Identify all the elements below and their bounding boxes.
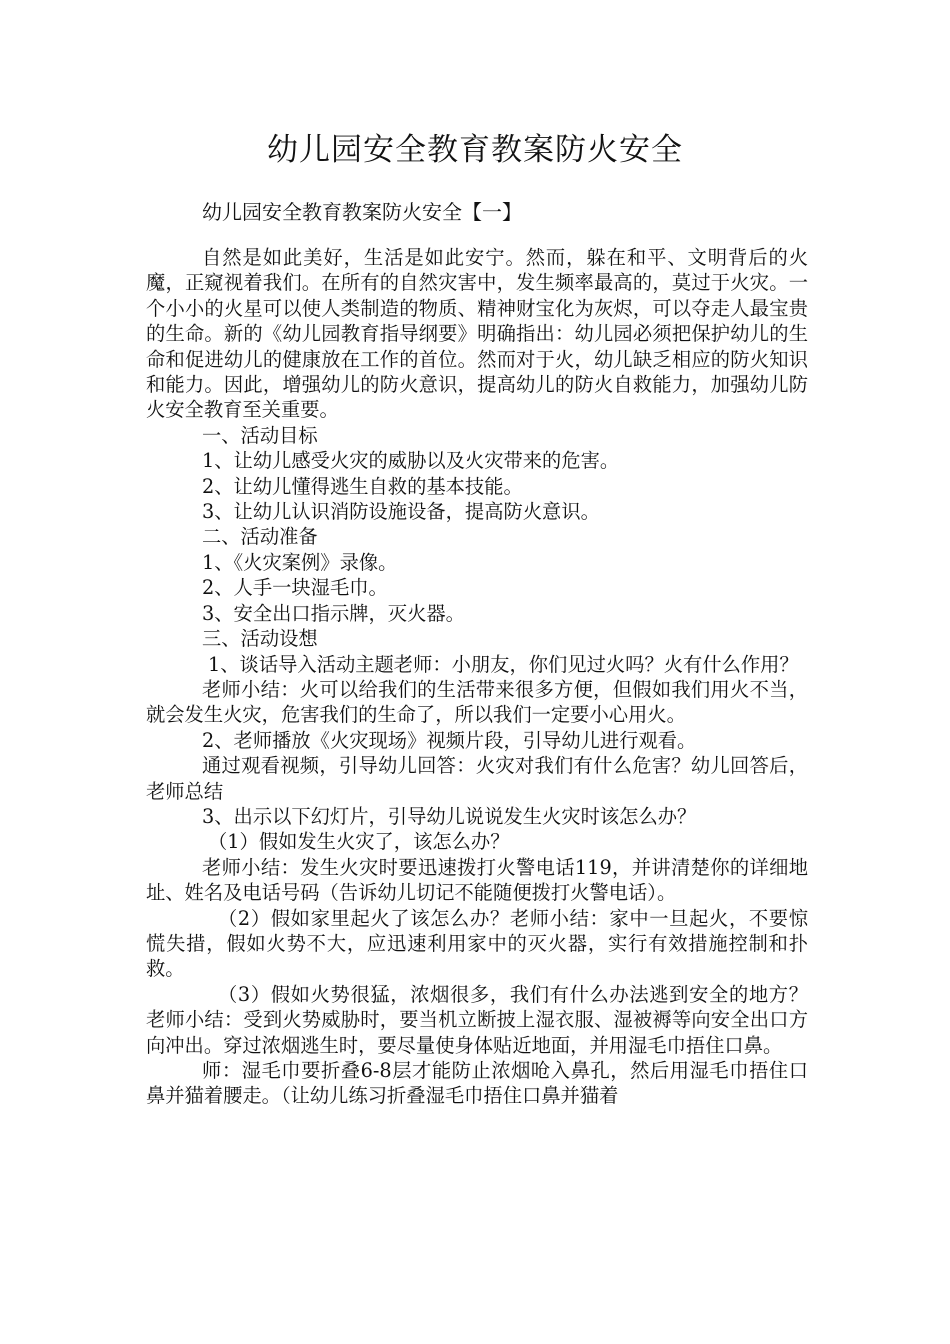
body-paragraph: （2）假如家里起火了该怎么办？老师小结：家中一旦起火，不要惊慌失措，假如火势不大，应迅速利用家中的灭火器，实行有效措施控制和扑救。 bbox=[146, 906, 808, 981]
list-item: 1、《火灾案例》录像。 bbox=[202, 550, 398, 574]
list-item: 3、安全出口指示牌，灭火器。 bbox=[202, 601, 465, 625]
document-body bbox=[146, 245, 808, 1109]
list-item: 1、让幼儿感受火灾的威胁以及火灾带来的危害。 bbox=[202, 449, 620, 473]
body-paragraph: 2、老师播放《火灾现场》视频片段，引导幼儿进行观看。 bbox=[202, 728, 697, 752]
heading-activity-plan: 三、活动设想 bbox=[202, 627, 318, 651]
body-paragraph: （3）假如火势很猛，浓烟很多，我们有什么办法逃到安全的地方？老师小结：受到火势威胁时，要当机立断披上湿衣服、湿被褥等向安全出口方向冲出。穿过浓烟逃生时，要尽量使身体贴近地面，并用湿毛巾捂住口鼻。 bbox=[146, 982, 808, 1057]
body-paragraph: 1、谈话导入活动主题老师：小朋友，你们见过火吗？火有什么作用？ bbox=[208, 652, 799, 676]
list-item: 2、人手一块湿毛巾。 bbox=[202, 576, 388, 600]
body-paragraph: 老师小结：火可以给我们的生活带来很多方便，但假如我们用火不当，就会发生火灾，危害我们的生命了，所以我们一定要小心用火。 bbox=[146, 677, 808, 727]
body-paragraph: 老师小结：发生火灾时要迅速拨打火警电话119，并讲清楚你的详细地址、姓名及电话号码（告诉幼儿切记不能随便拨打火警电话）。 bbox=[146, 855, 808, 905]
heading-activity-goals: 一、活动目标 bbox=[202, 423, 318, 447]
document-title: 幼儿园安全教育教案防火安全 bbox=[267, 132, 683, 168]
body-paragraph: 3、出示以下幻灯片，引导幼儿说说发生火灾时该怎么办？ bbox=[202, 804, 697, 828]
body-paragraph: 师：湿毛巾要折叠6-8层才能防止浓烟呛入鼻孔，然后用湿毛巾捂住口鼻并猫着腰走。（让幼儿练习折叠湿毛巾捂住口鼻并猫着 bbox=[146, 1059, 808, 1108]
heading-activity-preparation: 二、活动准备 bbox=[202, 525, 318, 549]
body-paragraph: 通过观看视频，引导幼儿回答：火灾对我们有什么危害？幼儿回答后，老师总结 bbox=[146, 754, 808, 803]
list-item: 3、让幼儿认识消防设施设备，提高防火意识。 bbox=[202, 500, 600, 524]
section-heading: 幼儿园安全教育教案防火安全【一】 bbox=[202, 200, 522, 224]
body-paragraph: （1）假如发生火灾了，该怎么办？ bbox=[208, 830, 510, 854]
intro-paragraph: 自然是如此美好，生活是如此安宁。然而，躲在和平、文明背后的火魔，正窥视着我们。在所有的自然灾害中，发生频率最高的，莫过于火灾。一个小小的火星可以使人类制造的物质、精神财宝化为灰烬，可以夺走人最宝贵的生命。新的《幼儿园教育指导纲要》明确指出：幼儿园必须把保护幼儿的生命和促进幼儿的健康放在工作的首位。然而对于火，幼儿缺乏相应的防火知识和能力。因此，增强幼儿的防火意识，提高幼儿的防火自救能力，加强幼儿防火安全教育至关重要。 bbox=[146, 246, 808, 422]
list-item: 2、让幼儿懂得逃生自救的基本技能。 bbox=[202, 474, 523, 498]
